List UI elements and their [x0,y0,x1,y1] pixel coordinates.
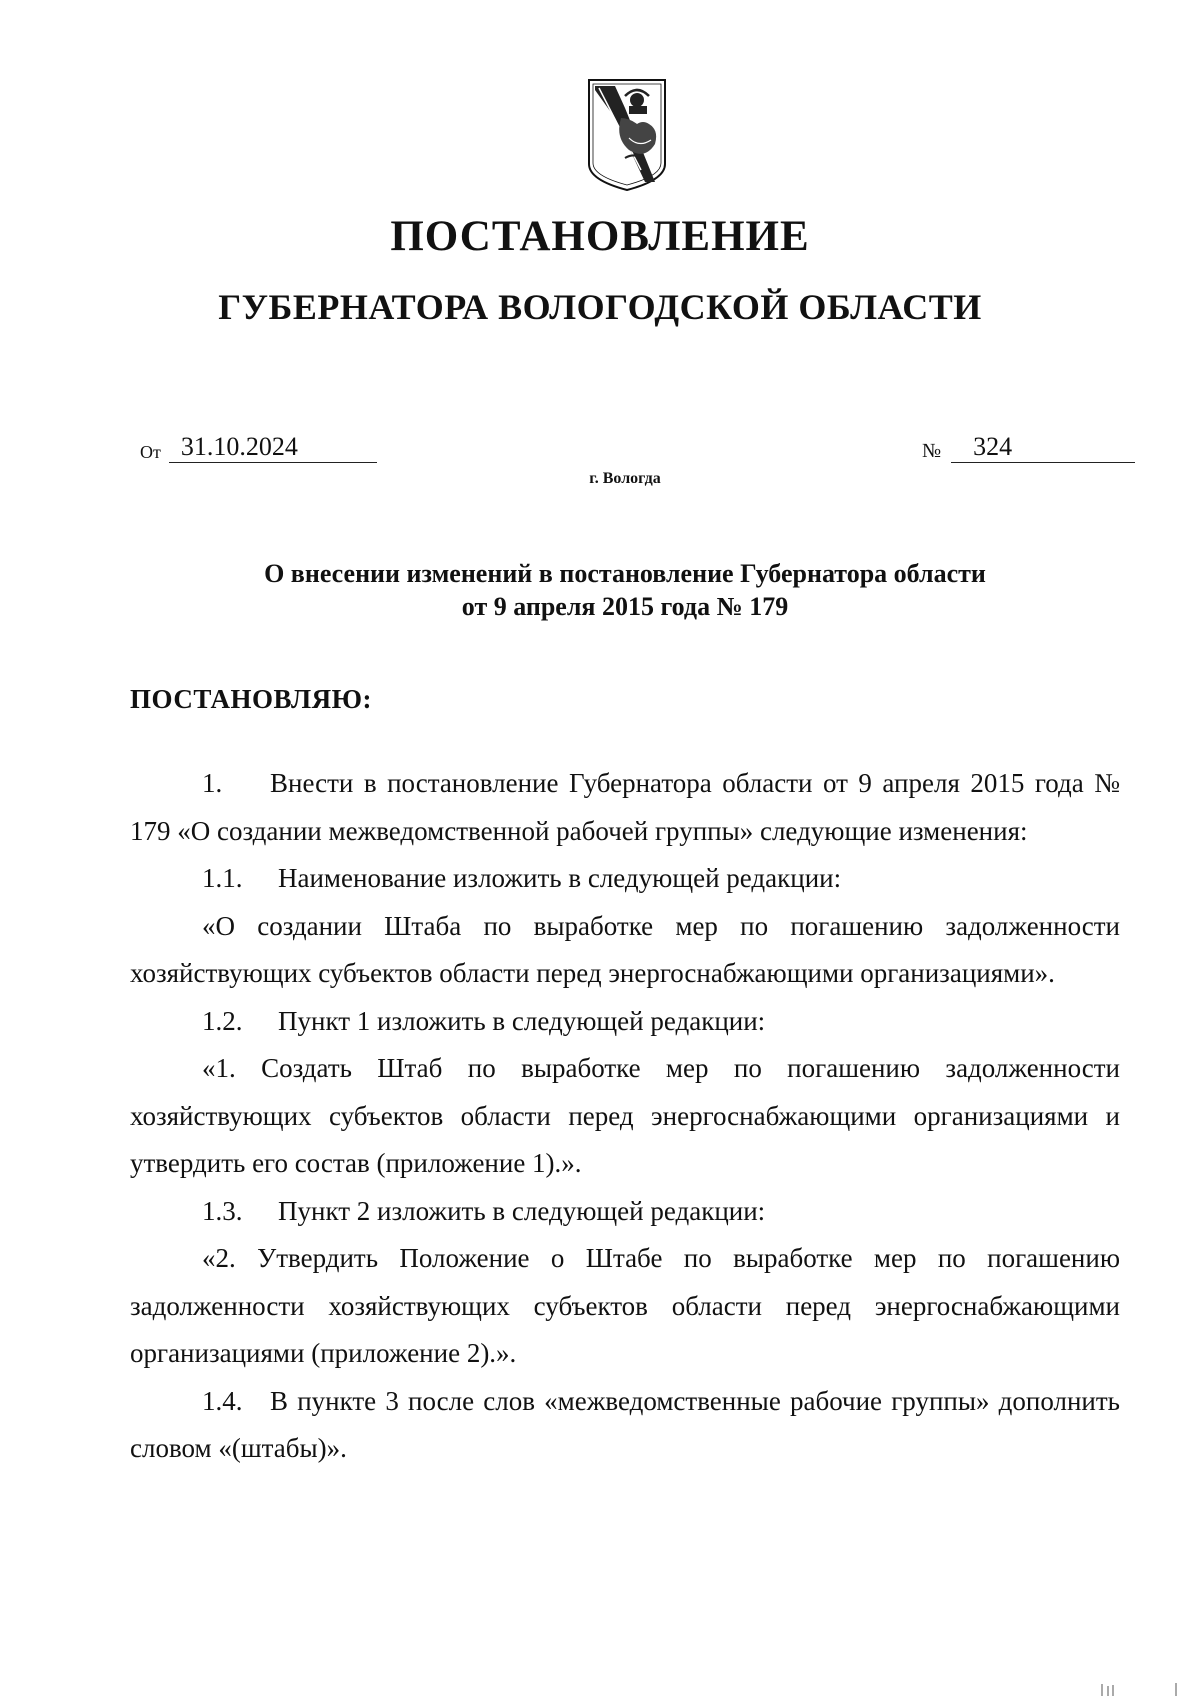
city-label: г. Вологда [589,470,661,487]
clause-1-1-number: 1.1. [202,863,243,893]
subject-line-1: О внесении изменений в постановление Губернатора области [264,559,986,588]
document-issuer: ГУБЕРНАТОРА ВОЛОГОДСКОЙ ОБЛАСТИ [218,287,982,327]
clause-1 [130,760,1120,855]
subject-line-2: от 9 апреля 2015 года № 179 [461,592,789,621]
clause-1-3-quote: «2. Утвердить Положение о Штабе по выработке мер по погашению задолженности хозяйствующих субъектов области перед энергоснабжающими организациями (приложение 2).». [130,1243,1120,1368]
number-field [922,432,1135,463]
clause-1-1 [130,855,1120,903]
clause-1-3 [130,1188,1120,1236]
clause-1-2 [130,998,1120,1046]
clause-1-1-text: Наименование изложить в следующей редакции: [278,863,842,893]
clause-1-number: 1. [202,768,223,798]
number-value: 324 [951,432,1135,463]
document-body [130,760,1120,1473]
clause-1-1-quote: «О создании Штаба по выработке мер по погашению задолженности хозяйствующих субъектов области перед энергоснабжающими организациями». [130,910,1120,988]
clause-1-3-number: 1.3. [202,1195,243,1226]
clause-1-4-number: 1.4. [202,1385,243,1416]
resolve-heading: ПОСТАНОВЛЯЮ: [130,684,372,714]
clause-1-2-quote: «1. Создать Штаб по выработке мер по погашению задолженности хозяйствующих субъектов области перед энергоснабжающими организациями и утвердить его состав (приложение 1).». [130,1053,1120,1178]
clause-1-3-text: Пункт 2 изложить в следующей редакции: [278,1195,766,1226]
clause-1-4 [130,1378,1120,1473]
clause-1-4-text: В пункте 3 после слов «межведомственные рабочие группы» дополнить словом «(штабы)». [130,1385,1120,1463]
number-prefix: № [922,440,942,462]
coat-of-arms-icon [585,78,669,192]
clause-1-2-text: Пункт 1 изложить в следующей редакции: [278,1005,766,1036]
date-value: 31.10.2024 [169,432,377,463]
date-field [140,432,377,463]
clause-1-text: Внести в постановление Губернатора области от 9 апреля 2015 года № 179 «О создании межведомственной рабочей группы» следующие изменения: [130,768,1120,846]
date-prefix: От [140,442,161,462]
document-title: ПОСТАНОВЛЕНИЕ [390,213,810,260]
document-subject [0,557,1200,623]
clause-1-2-number: 1.2. [202,1005,243,1036]
scan-edge-marks [0,1680,1200,1697]
